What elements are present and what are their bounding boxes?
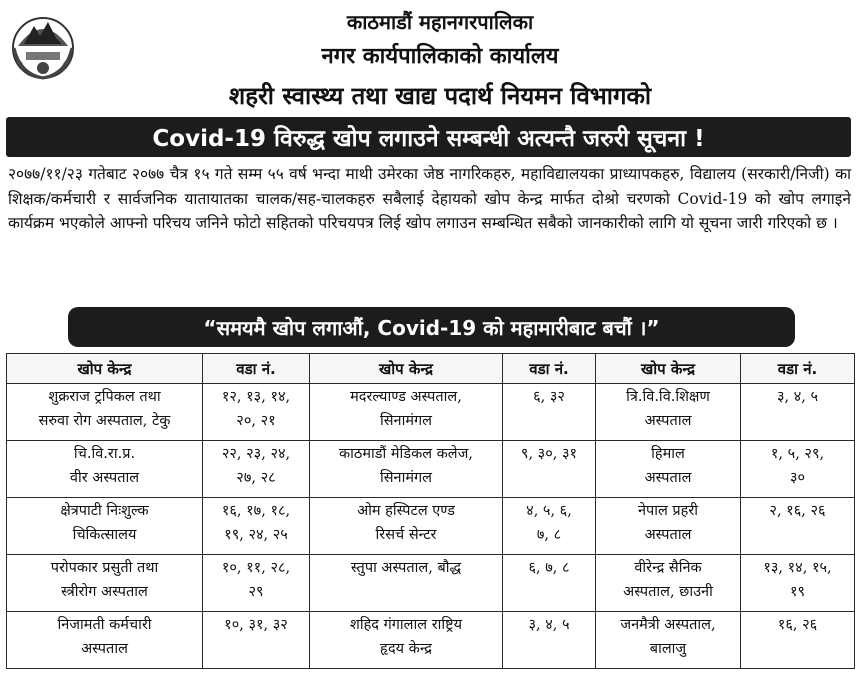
table-cell: मदरल्याण्ड अस्पताल, सिनामंगल (310, 384, 503, 441)
column-header-center: खोप केन्द्र (310, 354, 503, 384)
column-header-center: खोप केन्द्र (596, 354, 741, 384)
notice-body: २०७७/११/२३ गतेबाट २०७७ चैत्र १५ गते सम्म ५५ वर्ष भन्दा माथी उमेरका जेष्ठ नागरिकहरु, महाविद्यालयका प्राध्यापकहरु, विद्यालय (सरकारी/निजी) का शिक्षक/कर्मचारी र सार्वजनिक यातायातका चालक/सह-चालकहरु सबैलाई देहायको खोप केन्द्र मार्फत दोश्रो चरणको Covid-19 को खोप लगाइने कार्यक्रम भएकोले आफ्नो परिचय जनिने फोटो सहितको परिचयपत्र लिई खोप लगाउन सम्बन्धित सबैको जानकारीको लागि यो सूचना जारी गरिएको छ । (8, 165, 851, 233)
column-header-center: खोप केन्द्र (7, 354, 203, 384)
table-cell: निजामती कर्मचारी अस्पताल (7, 612, 203, 669)
table-cell: १०, ३१, ३२ (203, 612, 310, 669)
table-cell: १, ५, २९, ३० (741, 441, 855, 498)
table-cell: ६, ३२ (503, 384, 596, 441)
table-cell: त्रि.वि.वि.शिक्षण अस्पताल (596, 384, 741, 441)
table-cell: १२, १३, १४, २०, २१ (203, 384, 310, 441)
table-cell: वीरेन्द्र सैनिक अस्पताल, छाउनी (596, 555, 741, 612)
org-name-line1: काठमाडौं महानगरपालिका (346, 10, 534, 34)
column-header-ward: वडा नं. (503, 354, 596, 384)
table-cell: शुक्रराज ट्रपिकल तथा सरुवा रोग अस्पताल, टेकु (7, 384, 203, 441)
table-cell: स्तुपा अस्पताल, बौद्ध (310, 555, 503, 612)
column-header-ward: वडा नं. (741, 354, 855, 384)
column-header-ward: वडा नं. (203, 354, 310, 384)
table-cell: १६, २६ (741, 612, 855, 669)
org-name-line3: शहरी स्वास्थ्य तथा खाद्य पदार्थ नियमन विभागको (228, 82, 652, 110)
table-cell: चि.वि.रा.प्र. वीर अस्पताल (7, 441, 203, 498)
notice-title: Covid-19 विरुद्ध खोप लगाउने सम्बन्धी अत्यन्तै जरुरी सूचना ! (6, 117, 851, 157)
table-row (7, 441, 855, 498)
table-header-row (7, 354, 855, 384)
table-cell: ३, ४, ५ (503, 612, 596, 669)
table-cell: २, १६, २६ (741, 498, 855, 555)
table-cell: काठमाडौं मेडिकल कलेज, सिनामंगल (310, 441, 503, 498)
table-cell: ३, ४, ५ (741, 384, 855, 441)
table-cell: १६, १७, १८, १९, २४, २५ (203, 498, 310, 555)
table-cell: ६, ७, ८ (503, 555, 596, 612)
table-cell: शहिद गंगालाल राष्ट्रिय हृदय केन्द्र (310, 612, 503, 669)
table-cell: हिमाल अस्पताल (596, 441, 741, 498)
table-row (7, 498, 855, 555)
table-cell: नेपाल प्रहरी अस्पताल (596, 498, 741, 555)
table-row (7, 384, 855, 441)
table-row (7, 555, 855, 612)
table-cell: १३, १४, १५, १९ (741, 555, 855, 612)
table-cell: ओम हस्पिटल एण्ड रिसर्च सेन्टर (310, 498, 503, 555)
nepal-emblem-icon (10, 8, 76, 82)
table-row (7, 612, 855, 669)
vaccination-centers-table (6, 353, 855, 669)
table-cell: १०, ११, २८, २९ (203, 555, 310, 612)
org-name-line2: नगर कार्यपालिकाको कार्यालय (321, 44, 559, 69)
table-cell: ९, ३०, ३१ (503, 441, 596, 498)
table-cell: ४, ५, ६, ७, ८ (503, 498, 596, 555)
table-cell: जनमैत्री अस्पताल, बालाजु (596, 612, 741, 669)
slogan-banner: “समयमै खोप लगाऔं, Covid-19 को महामारीबाट बचौं ।” (68, 307, 795, 347)
table-cell: २२, २३, २४, २७, २८ (203, 441, 310, 498)
table-cell: परोपकार प्रसुती तथा स्त्रीरोग अस्पताल (7, 555, 203, 612)
table-cell: क्षेत्रपाटी निःशुल्क चिकित्सालय (7, 498, 203, 555)
